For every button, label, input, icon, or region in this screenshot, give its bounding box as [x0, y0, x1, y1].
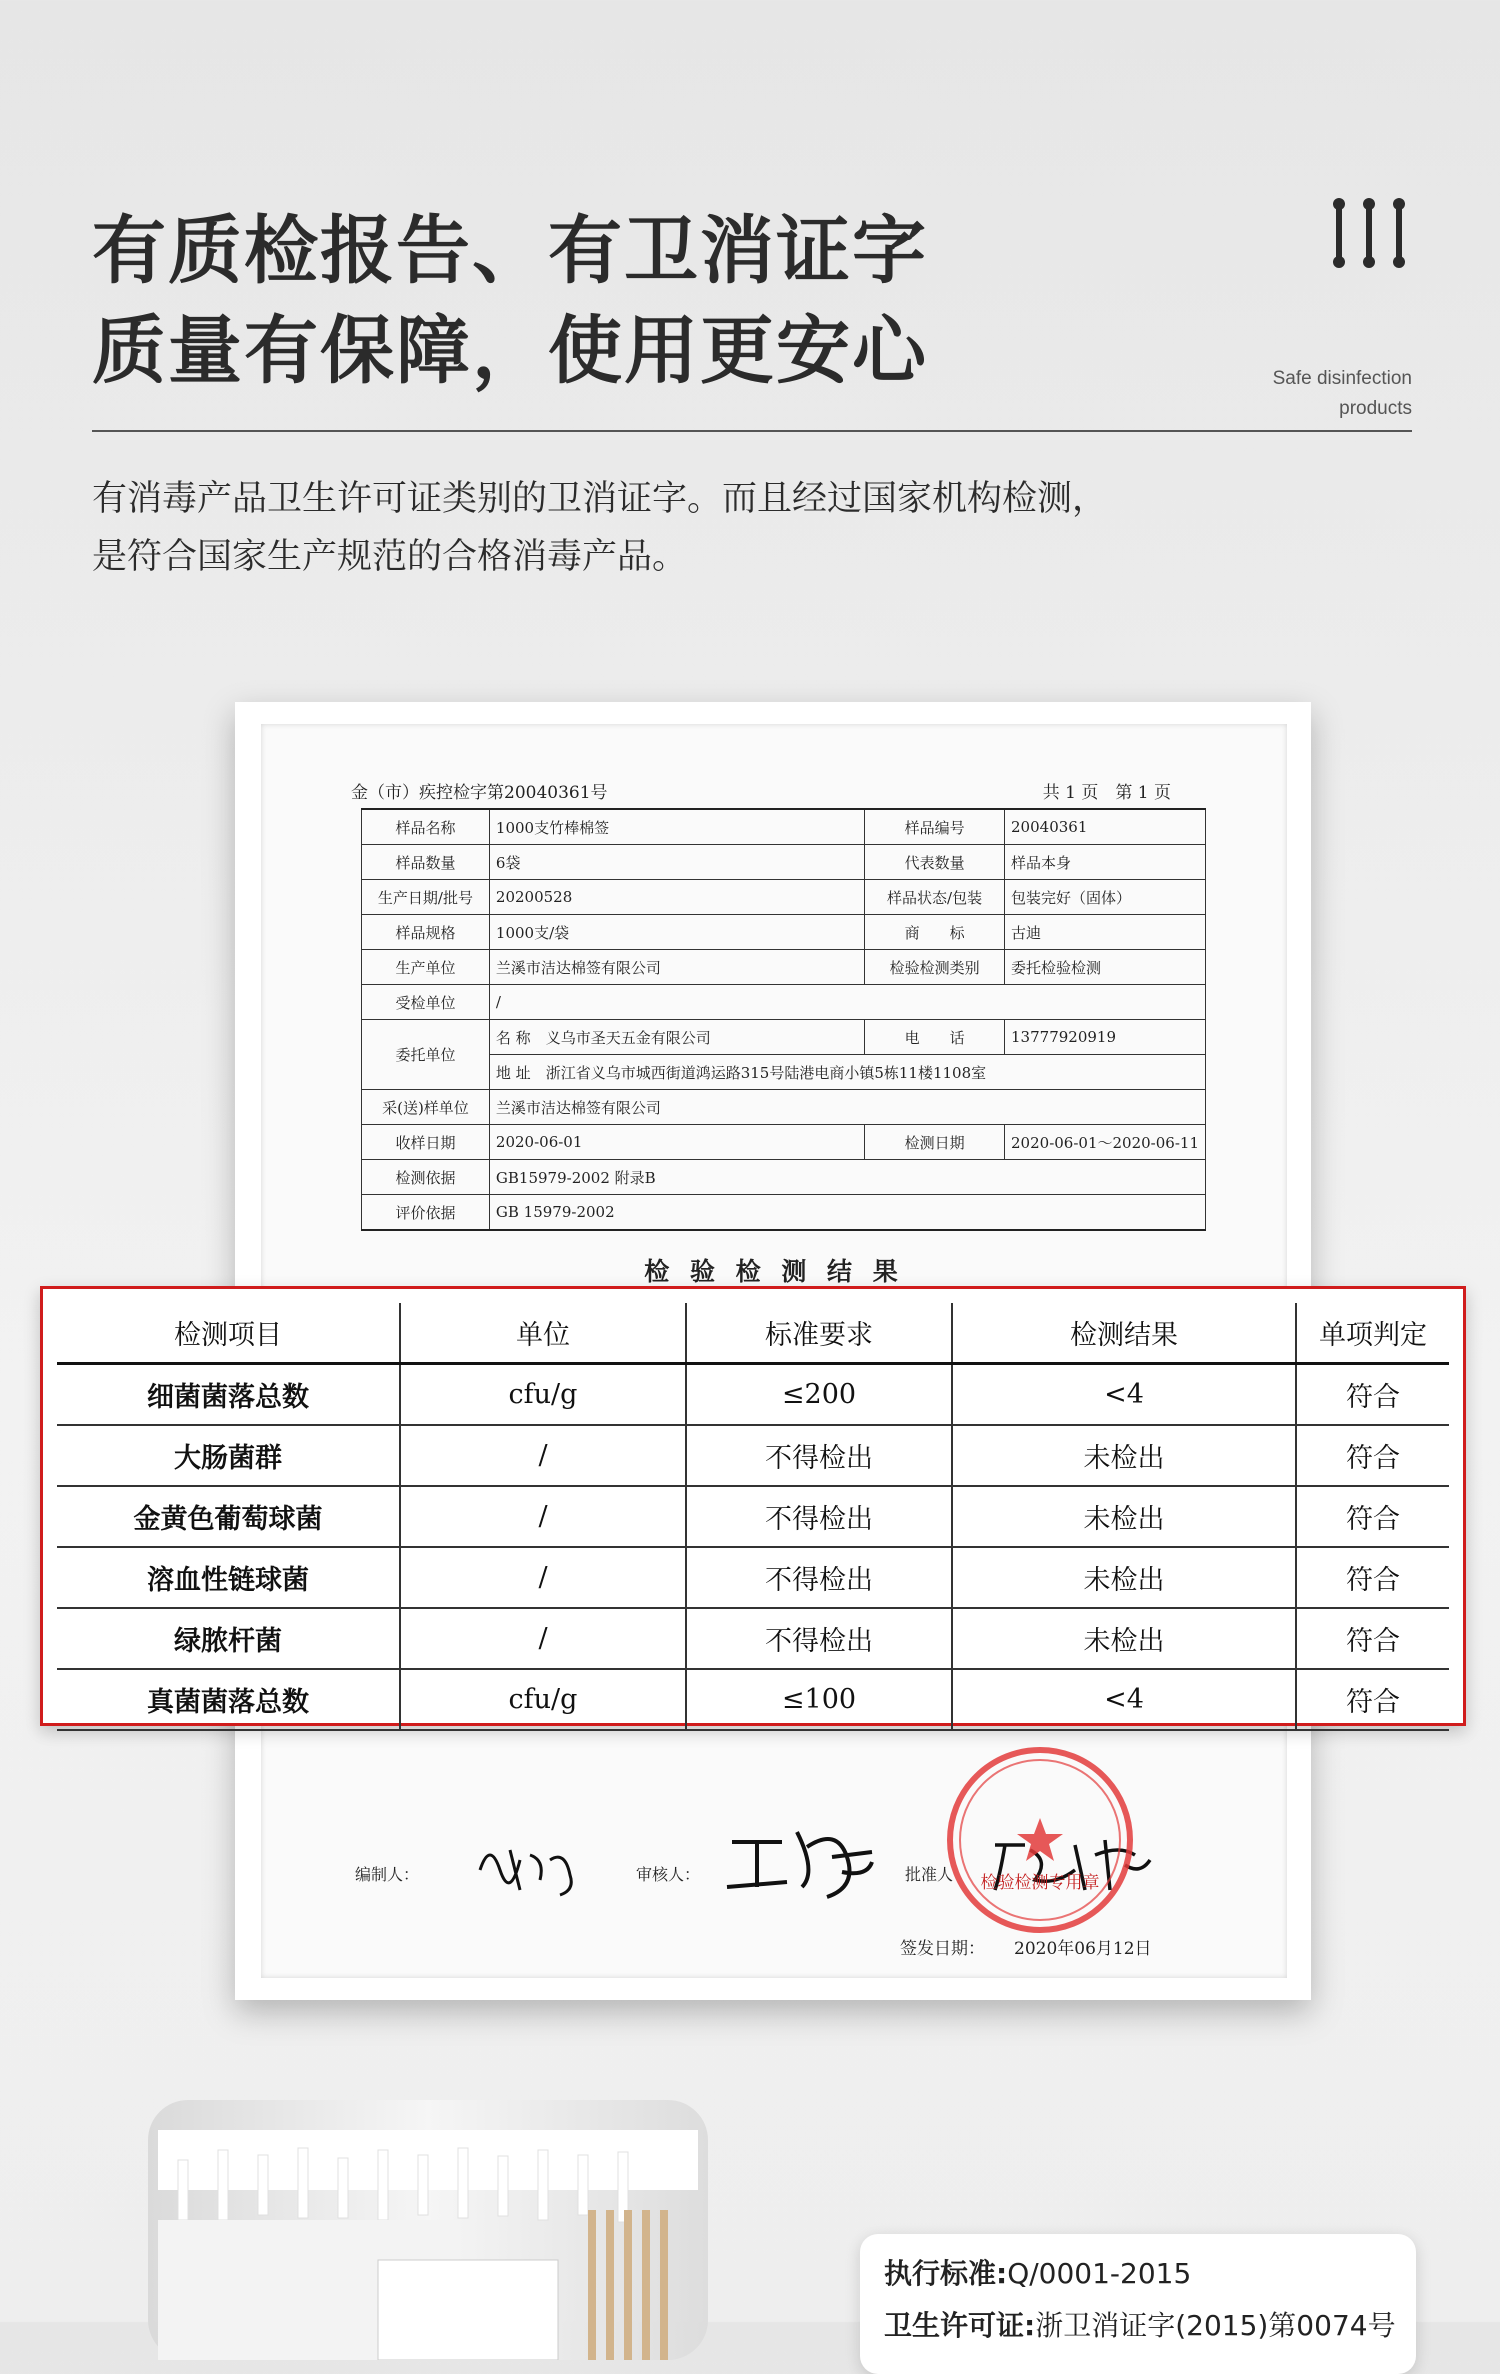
cell-value: 委托检验检测: [1005, 950, 1206, 985]
cell-label: 收样日期: [362, 1125, 490, 1160]
cell-value: 13777920919: [1005, 1020, 1206, 1055]
report-page-info: 共 1 页 第 1 页: [1042, 783, 1171, 803]
results-table: [57, 1303, 1449, 1731]
cell-value: 2020-06-01～2020-06-11: [1005, 1125, 1206, 1160]
table-row: [57, 1547, 1449, 1608]
cell-value: 样品本身: [1005, 845, 1206, 880]
reviewer-label: 审核人：: [636, 1865, 701, 1884]
cell-label: 商 标: [865, 915, 1005, 950]
table-row: [57, 1486, 1449, 1547]
sample-info-table: [361, 808, 1206, 1231]
cell-label: 受检单位: [362, 985, 490, 1020]
cell-value: 1000支/袋: [489, 915, 864, 950]
cell-judgement: 符合: [1296, 1547, 1449, 1608]
license-value: 浙卫消证字(2015)第0074号: [1035, 2309, 1396, 2342]
cell-label: 采(送)样单位: [362, 1090, 490, 1125]
client-addr-label: 地 址: [495, 1063, 531, 1082]
cell-result: 未检出: [952, 1608, 1296, 1669]
official-seal: [940, 1740, 1140, 1940]
cell-label: 代表数量: [865, 845, 1005, 880]
cell-result: 未检出: [952, 1486, 1296, 1547]
cell-value: 20040361: [1005, 809, 1206, 845]
standard-line: [884, 2252, 1191, 2292]
cell-standard: 不得检出: [686, 1547, 952, 1608]
cell-judgement: 符合: [1296, 1608, 1449, 1669]
headline-line-1: 有质检报告、有卫消证字: [92, 208, 928, 294]
cell-judgement: 符合: [1296, 1364, 1449, 1426]
desc-line-1: 有消毒产品卫生许可证类别的卫消证字。而且经过国家机构检测，: [92, 479, 1108, 519]
desc-line-2: 是符合国家生产规范的合格消毒产品。: [92, 537, 688, 577]
issue-date-label: 签发日期：: [900, 1939, 985, 1959]
cell-item: 溶血性链球菌: [57, 1547, 400, 1608]
table-row: [57, 1669, 1449, 1730]
headline-line-2: 质量有保障，使用更安心: [92, 308, 928, 394]
cell-value: 包装完好（固体）: [1005, 880, 1206, 915]
results-title: 检 验 检 测 结 果: [644, 1257, 904, 1286]
cell-unit: cfu/g: [400, 1669, 686, 1730]
cell-value: GB 15979-2002: [489, 1195, 1205, 1231]
cell-label: 评价依据: [362, 1195, 490, 1231]
cell-unit: /: [400, 1425, 686, 1486]
table-row: [57, 1364, 1449, 1426]
col-header: 检测项目: [57, 1303, 400, 1364]
cell-label: 生产单位: [362, 950, 490, 985]
col-header: 单位: [400, 1303, 686, 1364]
cell-value: 古迪: [1005, 915, 1206, 950]
cell-standard: ≤100: [686, 1669, 952, 1730]
cell-unit: /: [400, 1547, 686, 1608]
client-addr: 浙江省义乌市城西街道鸿运路315号陆港电商小镇5栋11楼1108室: [545, 1063, 987, 1082]
report-number: 金（市）疾控检字第20040361号: [351, 783, 608, 803]
tag-line-1: Safe disinfection: [1272, 368, 1412, 389]
cell-result: 未检出: [952, 1425, 1296, 1486]
cell-value: 1000支竹棒棉签: [489, 809, 864, 845]
client-name-label: 名 称: [495, 1028, 531, 1047]
cell-standard: 不得检出: [686, 1608, 952, 1669]
cell-value: GB15979-2002 附录B: [489, 1160, 1205, 1195]
cell-item: 绿脓杆菌: [57, 1608, 400, 1669]
cell-value: 兰溪市洁达棉签有限公司: [489, 950, 864, 985]
cell-standard: 不得检出: [686, 1425, 952, 1486]
cell-item: 真菌菌落总数: [57, 1669, 400, 1730]
cell-label: 生产日期/批号: [362, 880, 490, 915]
cell-item: 大肠菌群: [57, 1425, 400, 1486]
cell-label: 检测依据: [362, 1160, 490, 1195]
reviewer-signature: [722, 1812, 892, 1902]
col-header: 标准要求: [686, 1303, 952, 1364]
compiler-label: 编制人：: [355, 1865, 420, 1884]
decor-bars-icon: [1330, 198, 1410, 270]
cotton-swab-jar-image: [148, 2100, 828, 2360]
cell-value: 2020-06-01: [489, 1125, 864, 1160]
cell-judgement: 符合: [1296, 1486, 1449, 1547]
stamp-text: 检验检测专用章: [980, 1873, 1100, 1893]
client-name: 义乌市圣天五金有限公司: [545, 1028, 711, 1047]
tag-line-2: products: [1339, 398, 1412, 419]
cell-value: 兰溪市洁达棉签有限公司: [489, 1090, 1205, 1125]
cell-result: <4: [952, 1364, 1296, 1426]
license-line: [884, 2304, 1396, 2344]
col-header: 单项判定: [1296, 1303, 1449, 1364]
cell-unit: /: [400, 1608, 686, 1669]
cell-label: 电 话: [865, 1020, 1005, 1055]
cell-label: 检验检测类别: [865, 950, 1005, 985]
cell-unit: cfu/g: [400, 1364, 686, 1426]
standard-value: Q/0001-2015: [1007, 2257, 1192, 2290]
english-tag: [1273, 364, 1412, 424]
cell-unit: /: [400, 1486, 686, 1547]
cell-value: [489, 1020, 864, 1055]
issue-date: 2020年06月12日: [1014, 1939, 1152, 1959]
approver-label: 批准人: [905, 1865, 954, 1884]
cell-value: /: [489, 985, 1205, 1020]
cell-value: [489, 1055, 1205, 1090]
results-highlight-box: [40, 1286, 1466, 1726]
cell-item: 金黄色葡萄球菌: [57, 1486, 400, 1547]
cell-label: 委托单位: [362, 1020, 490, 1090]
table-row: [57, 1608, 1449, 1669]
cell-value: 6袋: [489, 845, 864, 880]
cell-value: 20200528: [489, 880, 864, 915]
description: [92, 470, 1107, 586]
cell-standard: ≤200: [686, 1364, 952, 1426]
cell-result: <4: [952, 1669, 1296, 1730]
standard-label: 执行标准:: [884, 2257, 1008, 2290]
divider: [92, 430, 1412, 432]
results-header-row: [57, 1303, 1449, 1364]
cell-standard: 不得检出: [686, 1486, 952, 1547]
cell-judgement: 符合: [1296, 1425, 1449, 1486]
col-header: 检测结果: [952, 1303, 1296, 1364]
cell-judgement: 符合: [1296, 1669, 1449, 1730]
cell-result: 未检出: [952, 1547, 1296, 1608]
cell-label: 检测日期: [865, 1125, 1005, 1160]
cell-item: 细菌菌落总数: [57, 1364, 400, 1426]
cell-label: 样品状态/包装: [865, 880, 1005, 915]
spec-card: [860, 2234, 1416, 2374]
compiler-signature: [470, 1830, 590, 1900]
cell-label: 样品规格: [362, 915, 490, 950]
cell-label: 样品名称: [362, 809, 490, 845]
cell-label: 样品编号: [865, 809, 1005, 845]
cell-label: 样品数量: [362, 845, 490, 880]
license-label: 卫生许可证:: [884, 2309, 1036, 2342]
table-row: [57, 1425, 1449, 1486]
